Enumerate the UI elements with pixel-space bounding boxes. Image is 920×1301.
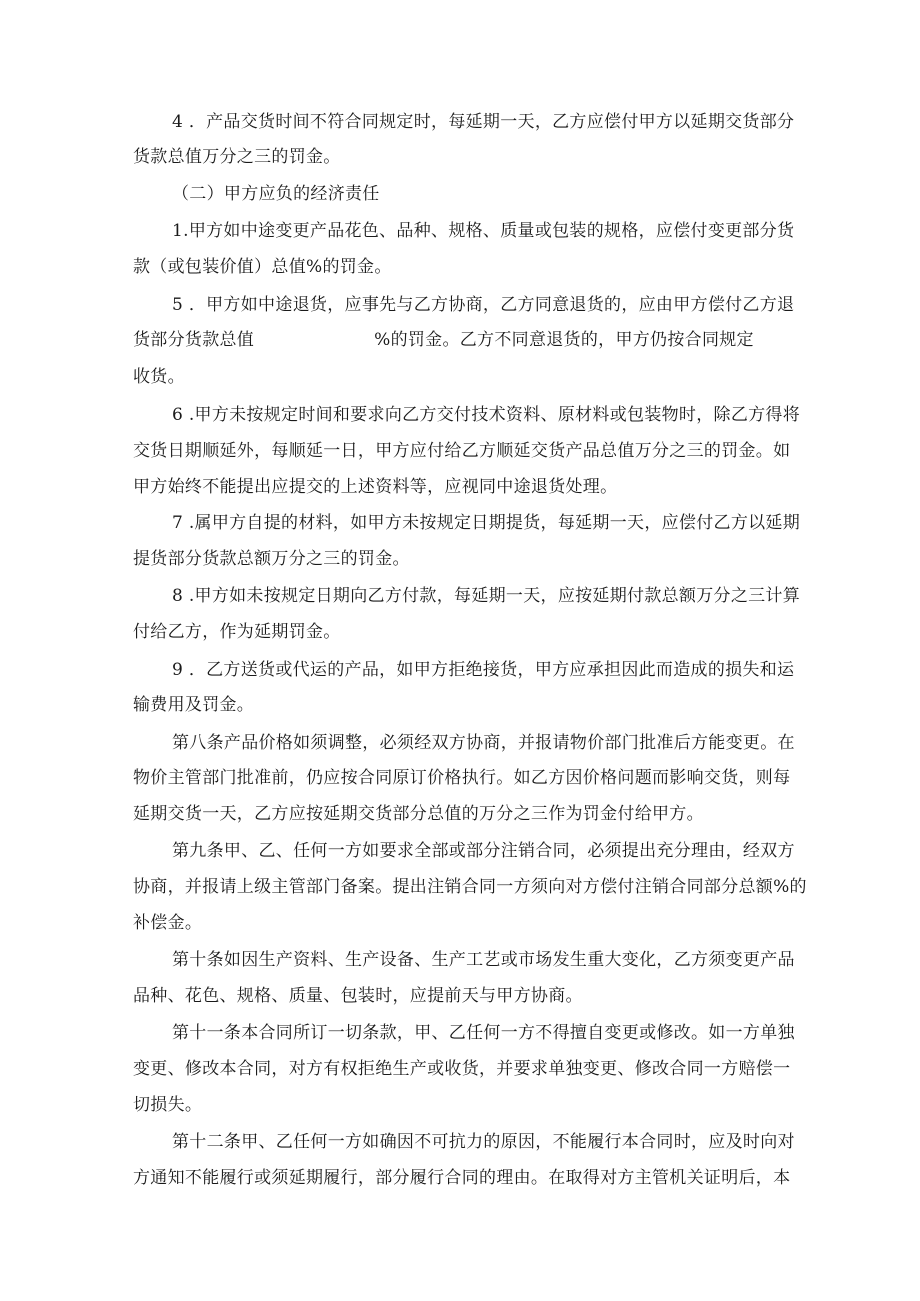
article-11-line-1: 第十一条本合同所订一切条款，甲、乙任何一方不得擅自变更或修改。如一方单独 bbox=[172, 1023, 795, 1043]
clause-5-line-2-part-2: %的罚金。乙方不同意退货的，甲方仍按合同规定 bbox=[374, 330, 754, 350]
article-8-line-3: 延期交货一天，乙方应按延期交货部分总值的万分之三作为罚金付给甲方。 bbox=[133, 804, 704, 824]
clause-7-line-1: 7 .属甲方自提的材料，如甲方未按规定日期提货，每延期一天，应偿付乙方以延期 bbox=[172, 513, 801, 533]
clause-8-line-2: 付给乙方，作为延期罚金。 bbox=[133, 622, 341, 642]
clause-5-line-3: 收货。 bbox=[133, 367, 185, 387]
clause-1-line-1: 1.甲方如中途变更产品花色、品种、规格、质量或包装的规格，应偿付变更部分货 bbox=[172, 221, 795, 241]
article-8-line-1: 第八条产品价格如须调整，必须经双方协商，并报请物价部门批准后方能变更。在 bbox=[172, 733, 795, 753]
clause-4-line-1: 4 ．产品交货时间不符合同规定时，每延期一天，乙方应偿付甲方以延期交货部分 bbox=[172, 112, 795, 132]
clause-6-line-1: 6 .甲方未按规定时间和要求向乙方交付技术资料、原材料或包装物时，除乙方得将 bbox=[172, 405, 801, 425]
article-9-line-2: 协商，并报请上级主管部门备案。提出注销合同一方须向对方偿付注销合同部分总额%的 bbox=[133, 877, 807, 897]
article-9-line-3: 补偿金。 bbox=[133, 913, 203, 933]
article-8-line-2: 物价主管部门批准前，仍应按合同原订价格执行。如乙方因价格问题而影响交货，则每 bbox=[133, 768, 791, 788]
clause-1-line-2: 款（或包装价值）总值%的罚金。 bbox=[133, 257, 392, 277]
article-10-line-1: 第十条如因生产资料、生产设备、生产工艺或市场发生重大变化，乙方须变更产品 bbox=[172, 950, 795, 970]
article-9-line-1: 第九条甲、乙、任何一方如要求全部或部分注销合同，必须提出充分理由，经双方 bbox=[172, 841, 795, 861]
clause-6-line-3: 甲方始终不能提出应提交的上述资料等，应视同中途退货处理。 bbox=[133, 477, 618, 497]
clause-7-line-2: 提货部分货款总额万分之三的罚金。 bbox=[133, 549, 410, 569]
clause-8-line-1: 8 .甲方如未按规定日期向乙方付款，每延期一天，应按延期付款总额万分之三计算 bbox=[172, 586, 801, 606]
clause-5-line-2-part-1: 货部分货款总值 bbox=[133, 330, 255, 350]
article-11-line-2: 变更、修改本合同，对方有权拒绝生产或收货，并要求单独变更、修改合同一方赔偿一 bbox=[133, 1059, 791, 1079]
section-heading-party-a: （二）甲方应负的经济责任 bbox=[172, 184, 380, 204]
article-12-line-2: 方通知不能履行或须延期履行，部分履行合同的理由。在取得对方主管机关证明后，本 bbox=[133, 1168, 791, 1188]
clause-5-line-2 bbox=[133, 329, 754, 351]
article-10-line-2: 品种、花色、规格、质量、包装时，应提前天与甲方协商。 bbox=[133, 986, 583, 1006]
clause-4-line-2: 货款总值万分之三的罚金。 bbox=[133, 147, 341, 167]
article-12-line-1: 第十二条甲、乙任何一方如确因不可抗力的原因，不能履行本合同时，应及时向对 bbox=[172, 1132, 795, 1152]
clause-9-line-2: 输费用及罚金。 bbox=[133, 695, 255, 715]
clause-6-line-2: 交货日期顺延外，每顺延一日，甲方应付给乙方顺延交货产品总值万分之三的罚金。如 bbox=[133, 441, 791, 461]
clause-5-line-1: 5 ．甲方如中途退货，应事先与乙方协商，乙方同意退货的，应由甲方偿付乙方退 bbox=[172, 295, 795, 315]
clause-9-line-1: 9 ．乙方送货或代运的产品，如甲方拒绝接货，甲方应承担因此而造成的损失和运 bbox=[172, 660, 795, 680]
article-11-line-3: 切损失。 bbox=[133, 1095, 203, 1115]
